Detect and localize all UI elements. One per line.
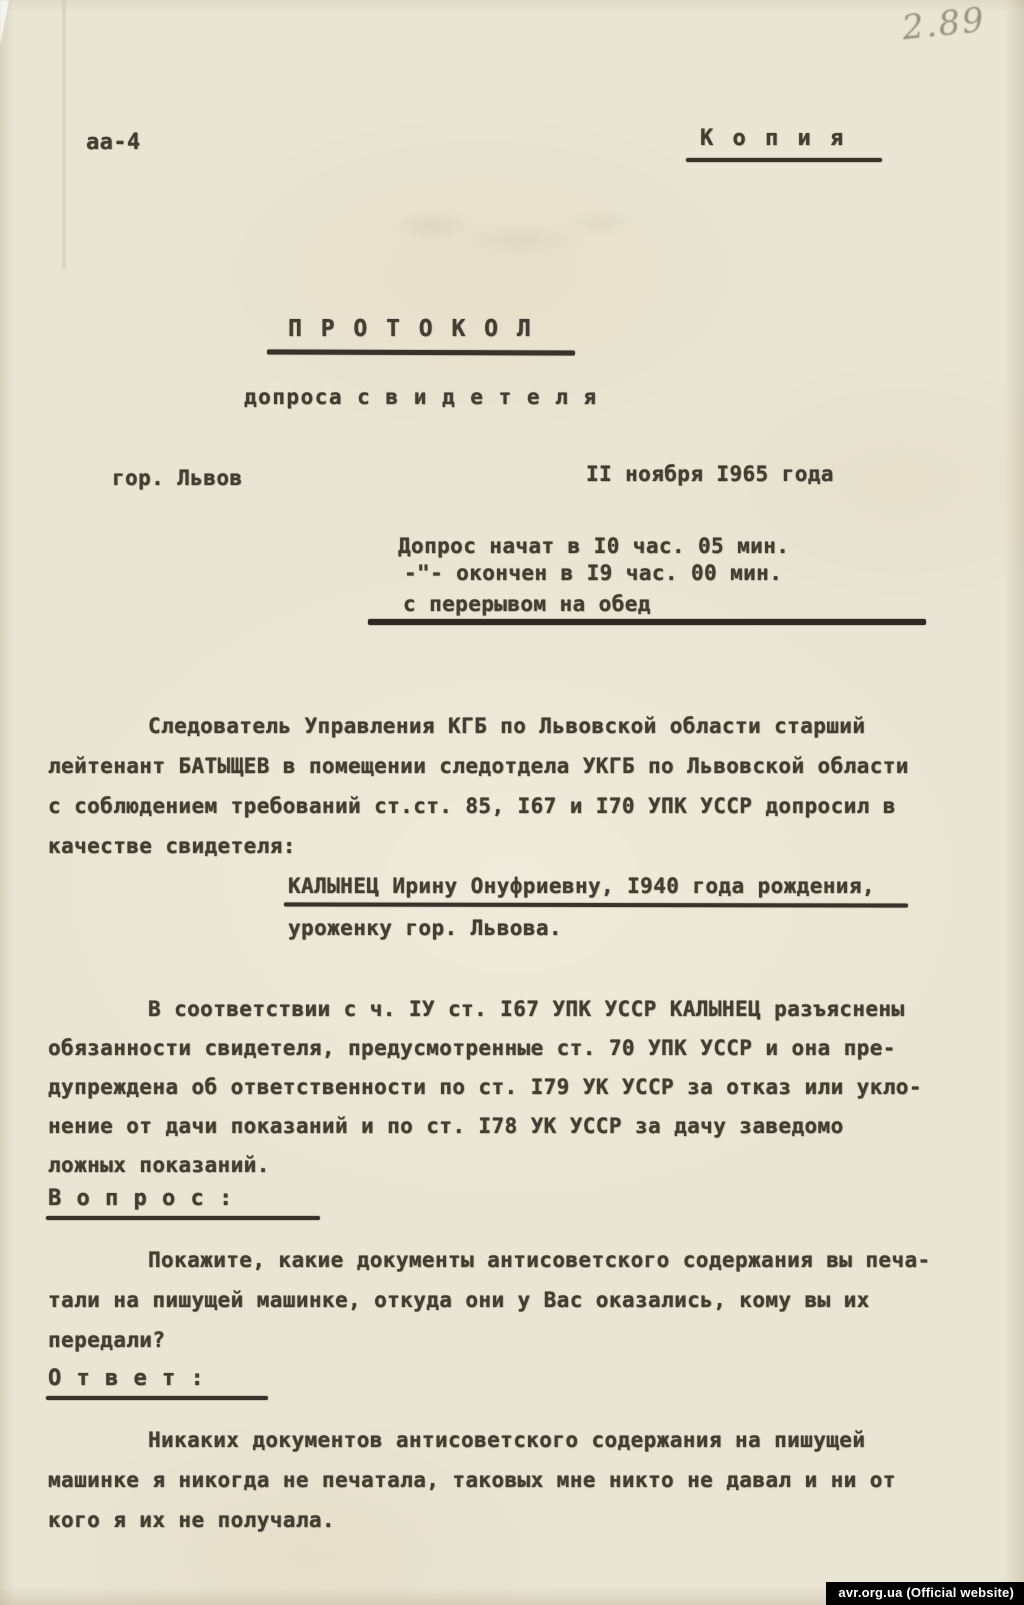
source-watermark: avr.org.ua (Official website) xyxy=(826,1582,1024,1605)
interrogation-start-time: Допрос начат в I0 час. 05 мин. xyxy=(398,534,790,558)
lunch-break-note: с перерывом на обед xyxy=(403,592,651,616)
intro-line: качестве свидетеля: xyxy=(48,834,296,858)
handwritten-page-number: 2.89 xyxy=(900,0,988,49)
witness-name-line: КАЛЫНЕЦ Ирину Онуфриевну, I940 года рождения, xyxy=(288,874,875,898)
question-line: Покажите, какие документы антисоветского содержания вы печа- xyxy=(148,1248,931,1272)
interrogation-end-time: -"- окончен в I9 час. 00 мин. xyxy=(404,561,783,585)
intro-paragraph xyxy=(48,706,909,866)
question-label: В о п р о с : xyxy=(48,1186,234,1211)
question-line: тали на пишущей машинке, откуда они у Вас оказались, кому вы их xyxy=(48,1288,870,1312)
intro-line: Следователь Управления КГБ по Львовской области старший xyxy=(148,714,866,738)
place-line: гор. Львов xyxy=(112,466,243,490)
rights-line: В соответствии с ч. IУ ст. I67 УПК УССР КАЛЫНЕЦ разъяснены xyxy=(148,997,905,1021)
date-line: II ноября I965 года xyxy=(586,462,834,486)
answer-paragraph xyxy=(48,1420,896,1540)
title-underline xyxy=(267,349,575,355)
rights-paragraph xyxy=(48,990,922,1185)
intro-line: лейтенант БАТЫЩЕВ в помещении следотдела УКГБ по Львовской области xyxy=(48,754,909,778)
rights-line: ложных показаний. xyxy=(48,1153,270,1177)
break-underline xyxy=(368,619,926,625)
page-edge-sliver xyxy=(0,0,9,46)
witness-name-underline xyxy=(284,902,908,907)
question-line: передали? xyxy=(48,1328,166,1352)
page-code: аа-4 xyxy=(86,130,141,155)
answer-label-underline xyxy=(46,1396,268,1400)
answer-line: кого я их не получала. xyxy=(48,1508,335,1532)
ink-ghost-smudge xyxy=(380,198,640,268)
document-subtitle: допроса с в и д е т е л я xyxy=(244,385,598,409)
intro-line: с соблюдением требований ст.ст. 85, I67 и I70 УПК УССР допросил в xyxy=(48,794,896,818)
answer-label: О т в е т : xyxy=(48,1366,205,1391)
question-paragraph xyxy=(48,1240,931,1360)
question-label-underline xyxy=(46,1216,320,1220)
copy-label: К о п и я xyxy=(700,126,847,151)
answer-line: машинке я никогда не печатала, таковых мне никто не давал и ни от xyxy=(48,1468,896,1492)
paper-crease xyxy=(63,0,65,270)
answer-line: Никаких документов антисоветского содержания на пишущей xyxy=(148,1428,866,1452)
document-title: П Р О Т О К О Л xyxy=(288,316,534,342)
witness-birthplace-line: уроженку гор. Львова. xyxy=(288,916,562,940)
rights-line: дупреждена об ответственности по ст. I79 УК УССР за отказ или укло- xyxy=(48,1075,922,1099)
copy-label-underline xyxy=(686,158,882,162)
rights-line: нение от дачи показаний и по ст. I78 УК УССР за дачу заведомо xyxy=(48,1114,844,1138)
rights-line: обязанности свидетеля, предусмотренные ст. 70 УПК УССР и она пре- xyxy=(48,1036,896,1060)
